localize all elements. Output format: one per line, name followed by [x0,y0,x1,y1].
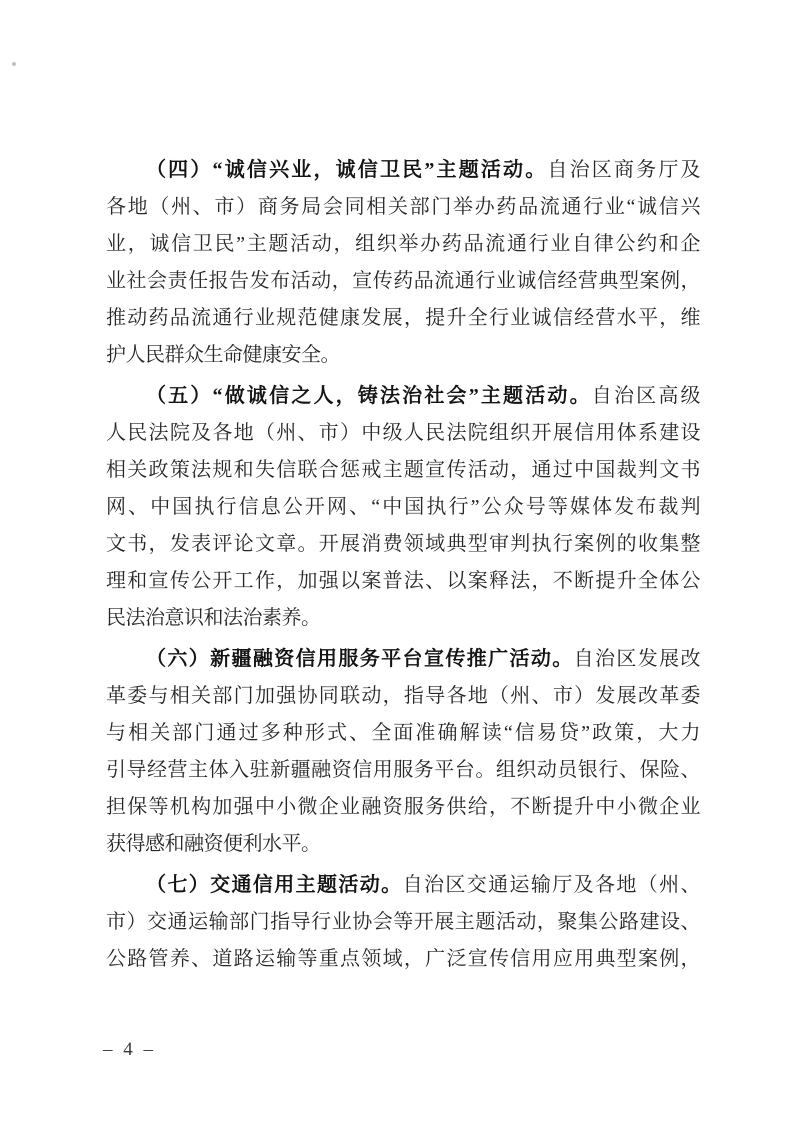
body-line: 理和宣传公开工作，加强以案普法、以案释法，不断提升全体公 [106,570,700,592]
body-line: 担保等机构加强中小微企业融资服务供给，不断提升中小微企业 [106,796,700,818]
paragraph-heading: （四）“诚信兴业，诚信卫民”主题活动。 [146,159,548,181]
body-line: 公路管养、道路运输等重点领域，广泛宣传信用应用典型案例， [106,948,700,970]
paragraph-7 [106,867,700,978]
paragraph-6 [106,641,700,863]
body-line: 引导经营主体入驻新疆融资信用服务平台。组织动员银行、保险、 [106,759,700,781]
body-line: 推动药品流通行业规范健康发展，提升全行业诚信经营水平，维 [106,307,700,329]
body-line: 革委与相关部门加强协同联动，指导各地（州、市）发展改革委 [106,685,700,707]
body-line: 相关政策法规和失信联合惩戒主题宣传活动，通过中国裁判文书 [106,459,700,481]
body-line: 民法治意识和法治素养。 [106,607,321,629]
body-line: 业社会责任报告发布活动，宣传药品流通行业诚信经营典型案例， [106,270,700,292]
paragraph-lead-text: 自治区商务厅及 [547,159,700,181]
body-line: 文书，发表评论文章。开展消费领域典型审判执行案例的收集整 [106,533,700,555]
paragraph-first-line [106,152,700,189]
paragraph-heading: （五）“做诚信之人，铸法治社会”主题活动。 [146,385,592,407]
paragraph-4 [106,152,700,374]
document-body [106,152,700,982]
body-line: 业，诚信卫民”主题活动，组织举办药品流通行业自律公约和企 [106,233,700,255]
paragraph-lead-text: 自治区交通运输厅及各地（州、 [402,874,700,896]
paragraph-5 [106,378,700,637]
paragraph-lead-text: 自治区发展改 [573,648,700,670]
scan-speck [12,62,16,66]
body-line: 各地（州、市）商务局会同相关部门举办药品流通行业“诚信兴 [106,196,700,218]
paragraph-first-line [106,641,700,678]
paragraph-first-line [106,378,700,415]
body-line: 获得感和融资便利水平。 [106,833,321,855]
paragraph-heading: （六）新疆融资信用服务平台宣传推广活动。 [146,648,574,670]
body-line: 与相关部门通过多种形式、全面准确解读“信易贷”政策，大力 [106,722,700,744]
body-line: 护人民群众生命健康安全。 [106,344,340,366]
page-number: – 4 – [103,1039,156,1060]
body-line: 人民法院及各地（州、市）中级人民法院组织开展信用体系建设 [106,422,700,444]
paragraph-first-line [106,867,700,904]
paragraph-heading: （七）交通信用主题活动。 [146,874,403,896]
body-line: 市）交通运输部门指导行业协会等开展主题活动，聚集公路建设、 [106,911,700,933]
body-line: 网、中国执行信息公开网、“中国执行”公众号等媒体发布裁判 [106,496,700,518]
paragraph-lead-text: 自治区高级 [591,385,700,407]
